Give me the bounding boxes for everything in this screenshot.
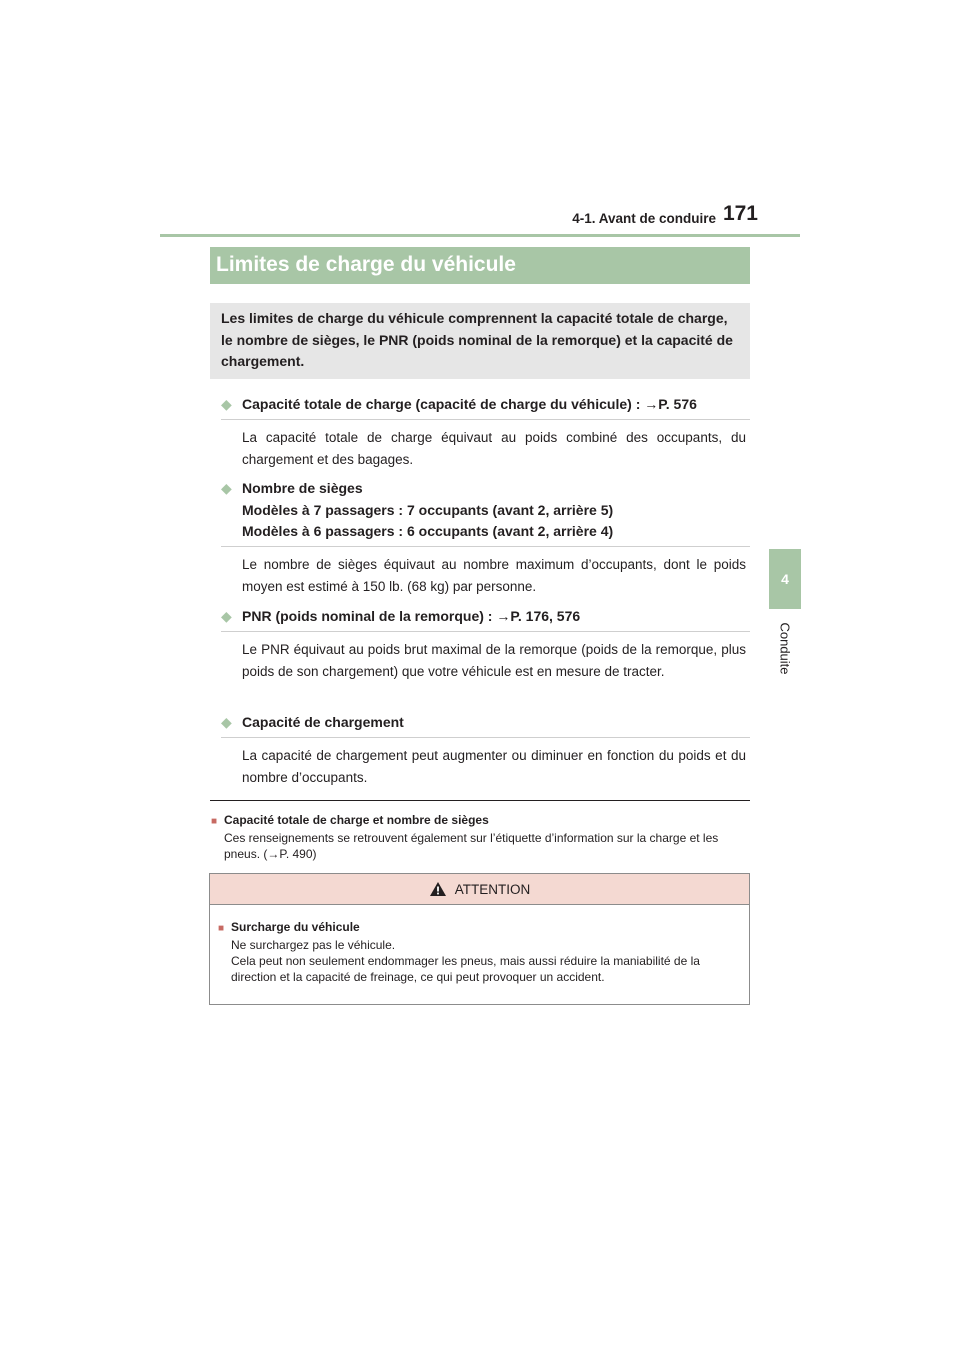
item-heading-text: Capacité de chargement <box>242 714 404 730</box>
note-body: Ces renseignements se retrouvent également sur l’étiquette d’information sur la charge et les pneus. (→P. 490) <box>224 831 719 861</box>
warning-heading-text: Surcharge du véhicule <box>231 920 360 934</box>
info-note <box>211 812 750 862</box>
item-heading-text: Nombre de sièges <box>242 480 363 496</box>
item-body: Le PNR équivaut au poids brut maximal de la remorque (poids de la remorque, plus poids de son chargement) que votre véhicule est en mesure de tracter. <box>242 641 746 679</box>
item-body: La capacité de chargement peut augmenter ou diminuer en fonction du poids et du nombre d’occupants. <box>242 747 746 785</box>
warning-label: ATTENTION <box>454 881 531 897</box>
note-heading <box>211 812 750 830</box>
item-capacite-chargement <box>221 712 750 789</box>
chapter-label-text: Conduite <box>777 621 793 675</box>
item-heading <box>221 606 750 632</box>
page-header <box>160 200 800 237</box>
item-heading <box>221 478 750 547</box>
chapter-number: 4 <box>781 571 789 587</box>
item-pnr <box>221 606 750 683</box>
diamond-bullet-icon: ◆ <box>221 480 232 496</box>
section-label: 4-1. Avant de conduire <box>572 211 716 226</box>
warning-line-2: Cela peut non seulement endommager les pneus, mais aussi réduire la maniabilité de la direction et la capacité de freinage, ce qui peut provoquer un accident. <box>231 954 700 984</box>
square-bullet-icon: ■ <box>218 923 225 934</box>
chapter-label <box>768 620 802 676</box>
warning-line-1: Ne surchargez pas le véhicule. <box>231 938 396 952</box>
diamond-bullet-icon: ◆ <box>221 714 232 730</box>
note-heading-text: Capacité totale de charge et nombre de sièges <box>224 813 489 827</box>
item-heading <box>221 394 750 420</box>
item-body: Le nombre de sièges équivaut au nombre maximum d’occupants, dont le poids moyen est estimé à 150 lb. (68 kg) par personne. <box>242 556 746 594</box>
item-subline-7: Modèles à 7 passagers : 7 occupants (avant 2, arrière 5) <box>242 501 614 518</box>
warning-triangle-icon <box>429 881 447 897</box>
square-bullet-icon: ■ <box>211 816 218 827</box>
item-nombre-sieges <box>221 478 750 598</box>
warning-heading <box>218 919 741 937</box>
warning-content <box>210 905 749 985</box>
item-heading-text: Capacité totale de charge (capacité de charge du véhicule) : →P. 576 <box>242 396 697 412</box>
item-capacite-totale <box>221 394 750 471</box>
chapter-tab[interactable] <box>769 549 801 609</box>
diamond-bullet-icon: ◆ <box>221 608 232 624</box>
page-number: 171 <box>722 202 758 225</box>
intro-box: Les limites de charge du véhicule comprennent la capacité totale de charge, le nombre de sièges, le PNR (poids nominal de la remorque) et la capacité de chargement. <box>210 303 750 379</box>
warning-box <box>209 873 750 1005</box>
item-subline-6: Modèles à 6 passagers : 6 occupants (avant 2, arrière 4) <box>242 523 614 539</box>
diamond-bullet-icon: ◆ <box>221 396 232 412</box>
section-divider <box>210 800 750 801</box>
item-heading-text: PNR (poids nominal de la remorque) : →P. 176, 576 <box>242 608 581 624</box>
page-title: Limites de charge du véhicule <box>210 247 750 284</box>
item-heading <box>221 712 750 738</box>
warning-header <box>210 874 749 905</box>
item-body: La capacité totale de charge équivaut au poids combiné des occupants, du chargement et des bagages. <box>242 429 746 467</box>
